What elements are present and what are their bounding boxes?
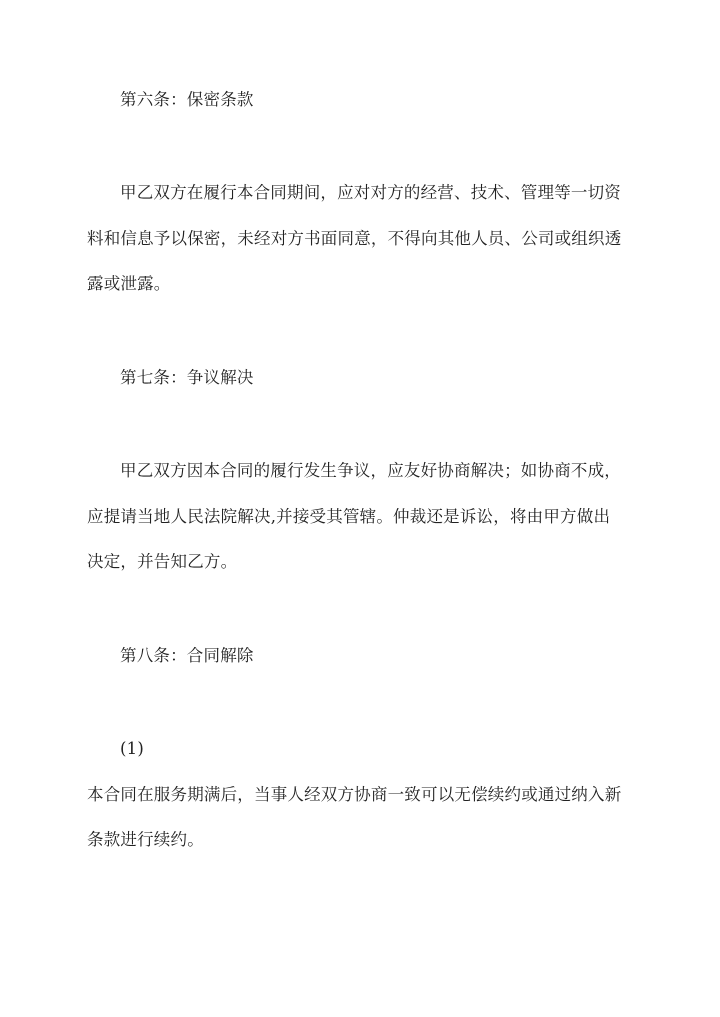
section-6-line-2: 料和信息予以保密，未经对方书面同意，不得向其他人员、公司或组织透 — [87, 229, 622, 248]
section-7-line-1: 甲乙双方因本合同的履行发生争议，应友好协商解决；如协商不成， — [120, 461, 621, 480]
section-6-line-3: 露或泄露。 — [87, 274, 171, 293]
section-7-heading: 第七条：争议解决 — [120, 368, 254, 387]
section-8-heading: 第八条：合同解除 — [120, 646, 254, 665]
section-7-line-3: 决定，并告知乙方。 — [87, 552, 238, 571]
section-8-item-1-number: (1) — [120, 739, 144, 758]
section-6-heading: 第六条：保密条款 — [120, 90, 254, 109]
section-8-item-1-line-2: 条款进行续约。 — [87, 830, 204, 849]
section-8-item-1-line-1: 本合同在服务期满后，当事人经双方协商一致可以无偿续约或通过纳入新 — [87, 785, 622, 804]
section-7-line-2: 应提请当地人民法院解决,并接受其管辖。仲裁还是诉讼，将由甲方做出 — [87, 507, 611, 526]
section-6-line-1: 甲乙双方在履行本合同期间，应对对方的经营、技术、管理等一切资 — [120, 183, 621, 202]
